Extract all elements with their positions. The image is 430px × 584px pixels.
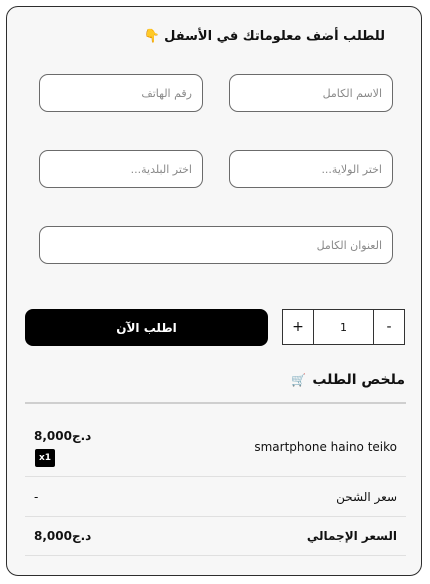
- state-placeholder: اختر الولاية...: [321, 162, 382, 176]
- total-label: السعر الإجمالي: [306, 529, 397, 543]
- summary-title-text: ملخص الطلب: [312, 372, 405, 388]
- product-price: 8,000د.ج: [34, 429, 92, 443]
- plus-button[interactable]: +: [292, 319, 304, 335]
- city-select[interactable]: [39, 150, 203, 188]
- order-now-button[interactable]: اطلب الآن: [25, 309, 268, 346]
- full-name-input[interactable]: [229, 74, 393, 112]
- state-select[interactable]: [229, 150, 393, 188]
- shipping-label: سعر الشحن: [336, 490, 397, 504]
- city-placeholder: اختر البلدية...: [130, 162, 192, 176]
- shipping-value: -: [34, 490, 39, 504]
- full-name-placeholder: الاسم الكامل: [322, 86, 382, 100]
- address-input[interactable]: [39, 226, 393, 264]
- summary-divider: [25, 402, 406, 404]
- quantity-value[interactable]: 1: [313, 310, 374, 344]
- row-divider: [25, 555, 406, 556]
- product-name: smartphone haino teiko: [254, 440, 397, 454]
- pointing-down-icon: 👇: [143, 29, 160, 44]
- row-divider: [25, 476, 406, 477]
- phone-placeholder: رقم الهاتف: [141, 86, 192, 100]
- total-value: 8,000د.ج: [34, 529, 92, 543]
- phone-input[interactable]: [39, 74, 203, 112]
- quantity-badge: x1: [35, 449, 55, 467]
- quantity-stepper: [282, 309, 405, 345]
- address-placeholder: العنوان الكامل: [316, 238, 382, 252]
- cart-icon: 🛒: [291, 373, 307, 387]
- minus-button[interactable]: -: [386, 319, 392, 335]
- form-heading-text: للطلب أضف معلوماتك في الأسفل: [164, 29, 385, 44]
- summary-title: [291, 372, 405, 388]
- form-heading: [143, 29, 385, 44]
- row-divider: [25, 516, 406, 517]
